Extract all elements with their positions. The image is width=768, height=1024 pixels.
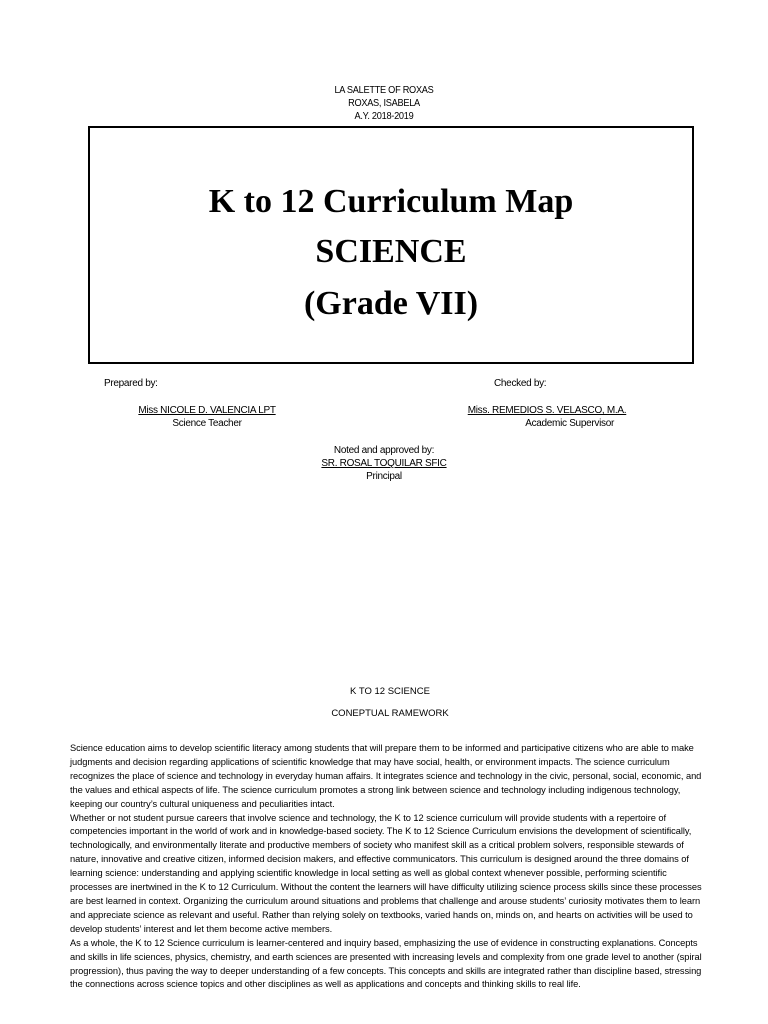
framework-body (70, 742, 704, 992)
document-title: K to 12 Curriculum Map (208, 183, 574, 220)
noted-label: Noted and approved by: (333, 445, 435, 456)
prepared-by-label: Prepared by: (104, 378, 158, 389)
checked-by-label: Checked by: (494, 378, 547, 389)
academic-year: A.Y. 2018-2019 (354, 111, 414, 122)
prepared-by-name: Miss NICOLE D. VALENCIA LPT (138, 405, 276, 416)
noted-role: Principal (366, 471, 402, 482)
title-box (88, 126, 694, 364)
body-paragraph: Whether or not student pursue careers that involve science and technology, the K to 12 science curriculum will provide students with a repertoire of competencies important in the world of work and in knowledge-based society. The K to 12 Science Curriculum envisions the development of scientifically, technologically, and environmentally literate and productive members of society who manifest skill as a critical problem solvers, responsible stewards of nature, innovative and creative citizen, informed decision makers, and effective communicators. This curriculum is designed around the three domains of learning science: understanding and applying scientific knowledge in local setting as well as global context whenever possible, performing scientific processes are inertwined in the K to 12 Curriculum. Without the content the learners will have difficulty utilizing science process skills since these processes are best learned in context. Organizing the curriculum around situations and problems that challenge and arouse students’ curiosity motivates them to learn and appreciate science as relevant and useful. Rather than relying solely on textbooks, varied hands on, minds on, and hearts on activities will be used to develop students’ interest and let them become active members. (70, 812, 702, 934)
grade-title: (Grade VII) (303, 285, 479, 322)
subject-title: SCIENCE (315, 233, 467, 270)
body-paragraph: As a whole, the K to 12 Science curriculum is learner-centered and inquiry based, emphasizing the use of evidence in constructing explanations. Concepts and skills in life sciences, physics, chemistry, and earth sciences are presented with increasing levels and complexity from one grade level to another (spiral progression), thus paving the way to deeper understanding of a few concepts. This concepts and skills are integrated rather than discipline based, stressing the connections across science topics and other disciplines as well as applications and concepts and thinking skills to real life. (70, 937, 702, 990)
school-location: ROXAS, ISABELA (348, 98, 420, 109)
checked-by-role: Academic Supervisor (525, 418, 614, 429)
body-paragraph: Science education aims to develop scientific literacy among students that will prepare them to be informed and participative citizens who are able to make judgments and decision regarding applications of scientific knowledge that may have social, health, or environment impacts. The science curriculum recognizes the place of science and technology in everyday human affairs. It integrates science and technology in the civic, personal, social, economic, and the values and ethical aspects of life. The science curriculum promotes a strong link between science and technology including indigenous technology, keeping our country’s cultural uniqueness and peculiarities intact. (70, 743, 702, 809)
prepared-by-role: Science Teacher (172, 418, 242, 429)
school-name: LA SALETTE OF ROXAS (334, 85, 434, 96)
framework-heading: K TO 12 SCIENCE (350, 686, 430, 697)
noted-block (0, 444, 768, 483)
framework-subheading: CONEPTUAL RAMEWORK (331, 708, 449, 719)
school-header (31, 84, 738, 123)
checked-by-name: Miss. REMEDIOS S. VELASCO, M.A. (467, 405, 627, 416)
noted-name: SR. ROSAL TOQUILAR SFIC (321, 458, 447, 469)
